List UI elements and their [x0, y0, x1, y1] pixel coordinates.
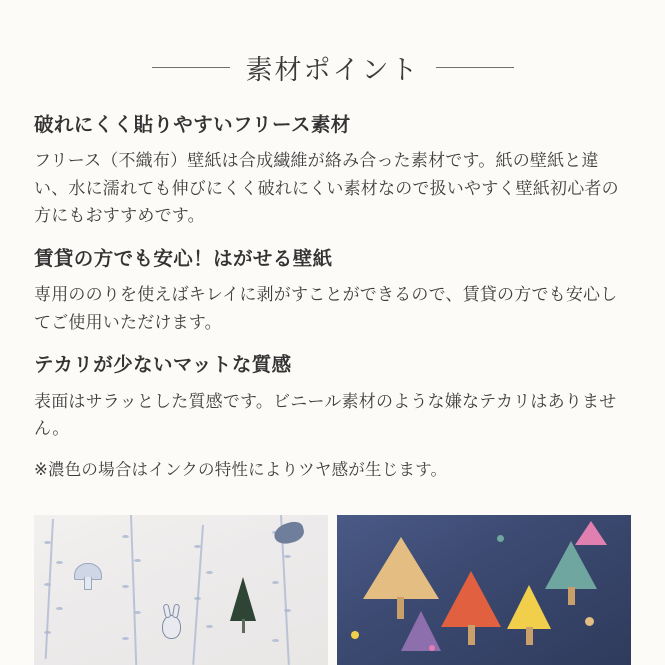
section-body: フリース（不織布）壁紙は合成繊維が絡み合った素材です。紙の壁紙と違い、水に濡れても伸びにくく破れにくい素材なので扱いやすく壁紙初心者の方にもおすすめです。 — [34, 151, 619, 226]
section-heading: 賃貸の方でも安心！はがせる壁紙 — [34, 247, 333, 270]
wallpaper-sample-navy-trees — [337, 515, 631, 665]
section-body: 表面はサラッとした質感です。ビニール素材のような嫌なテカリはありません。 — [34, 391, 617, 439]
section-matte-texture — [34, 353, 631, 483]
content-area — [0, 87, 665, 483]
page-title-row — [0, 0, 665, 87]
section-fleece-material — [34, 113, 631, 230]
page-title: 素材ポイント — [245, 55, 420, 85]
disclaimer-note: ※濃色の場合はインクの特性によりツヤ感が生じます。 — [34, 460, 448, 479]
title-rule-left-icon — [152, 67, 230, 68]
wallpaper-sample-light-forest — [34, 515, 328, 665]
section-heading: 破れにくく貼りやすいフリース素材 — [34, 114, 351, 136]
section-heading: テカリが少ないマットな質感 — [34, 354, 292, 377]
section-body: 専用ののりを使えばキレイに剥がすことができるので、賃貸の方でも安心してご使用いただけます。 — [34, 285, 618, 332]
title-rule-right-icon — [436, 67, 514, 68]
sample-photo-strip — [34, 515, 631, 665]
section-removable-wallpaper — [34, 247, 631, 336]
